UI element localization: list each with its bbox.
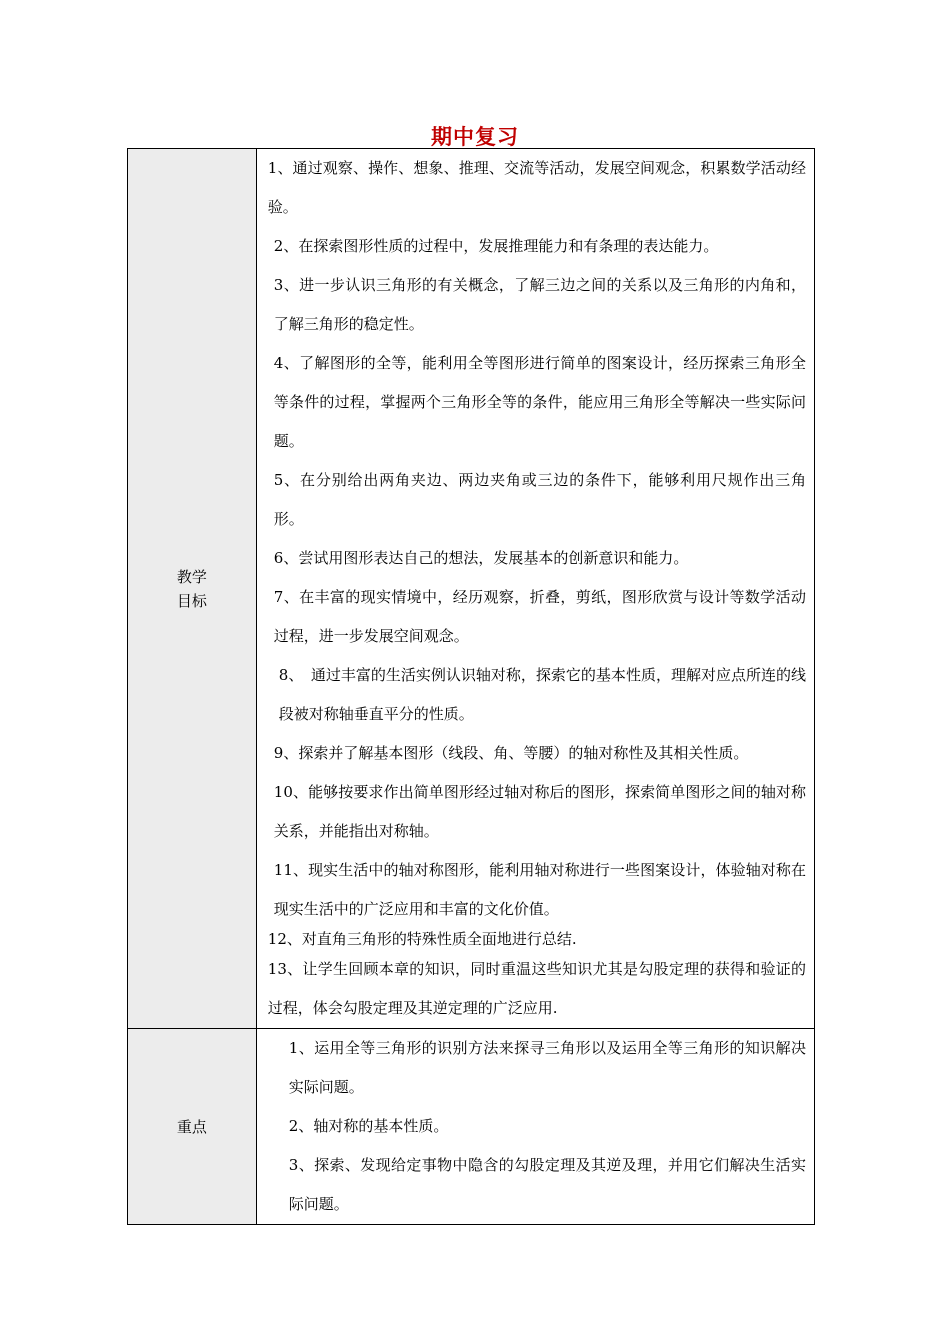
goal-item-5: 5、在分别给出两角夹边、两边夹角或三边的条件下，能够利用尺规作出三角形。: [273, 471, 806, 528]
goals-label-line1: 教学: [176, 567, 207, 586]
goal-item-2: 2、在探索图形性质的过程中，发展推理能力和有条理的表达能力。: [273, 237, 719, 255]
goal-item-12: 12、对直角三角形的特殊性质全面地进行总结.: [267, 930, 577, 948]
key-points-label: 重点: [176, 1117, 207, 1136]
lesson-table: [127, 148, 815, 1225]
goal-item-10: 10、能够按要求作出简单图形经过轴对称后的图形，探索简单图形之间的轴对称关系，并能指出对称轴。: [273, 783, 806, 840]
goals-label-cell: [128, 149, 257, 1029]
key-points-row: [128, 1029, 815, 1225]
goal-item-11: 11、现实生活中的轴对称图形，能利用轴对称进行一些图案设计，体验轴对称在现实生活中的广泛应用和丰富的文化价值。: [273, 861, 806, 918]
goal-item-6: 6、尝试用图形表达自己的想法，发展基本的创新意识和能力。: [273, 549, 689, 567]
goal-item-7: 7、在丰富的现实情境中，经历观察，折叠，剪纸，图形欣赏与设计等数学活动过程，进一步发展空间观念。: [273, 588, 806, 645]
goal-item-3: 3、进一步认识三角形的有关概念，了解三边之间的关系以及三角形的内角和，了解三角形的稳定性。: [273, 276, 806, 333]
goal-item-9: 9、探索并了解基本图形（线段、角、等腰）的轴对称性及其相关性质。: [273, 744, 749, 762]
key-points-label-cell: [128, 1029, 257, 1225]
goals-label-line2: 目标: [176, 591, 207, 610]
goal-item-1: 1、通过观察、操作、想象、推理、交流等活动，发展空间观念，积累数学活动经验。: [267, 159, 806, 216]
goal-item-8: 8、 通过丰富的生活实例认识轴对称，探索它的基本性质，理解对应点所连的线段被对称轴垂直平分的性质。: [278, 666, 806, 723]
key-point-item-1: 1、运用全等三角形的识别方法来探寻三角形以及运用全等三角形的知识解决实际问题。: [288, 1039, 806, 1096]
page-title: 期中复习: [431, 125, 519, 149]
goals-row: [128, 149, 815, 1029]
goals-content-cell: [256, 149, 814, 1029]
key-point-item-3: 3、探索、发现给定事物中隐含的勾股定理及其逆及理，并用它们解决生活实际问题。: [288, 1156, 806, 1213]
goal-item-13: 13、让学生回顾本章的知识，同时重温这些知识尤其是勾股定理的获得和验证的过程，体会勾股定理及其逆定理的广泛应用.: [267, 960, 806, 1017]
key-points-content-cell: [256, 1029, 814, 1225]
goal-item-4: 4、了解图形的全等，能利用全等图形进行简单的图案设计，经历探索三角形全等条件的过程，掌握两个三角形全等的条件，能应用三角形全等解决一些实际问题。: [273, 354, 806, 450]
key-point-item-2: 2、轴对称的基本性质。: [288, 1117, 449, 1135]
